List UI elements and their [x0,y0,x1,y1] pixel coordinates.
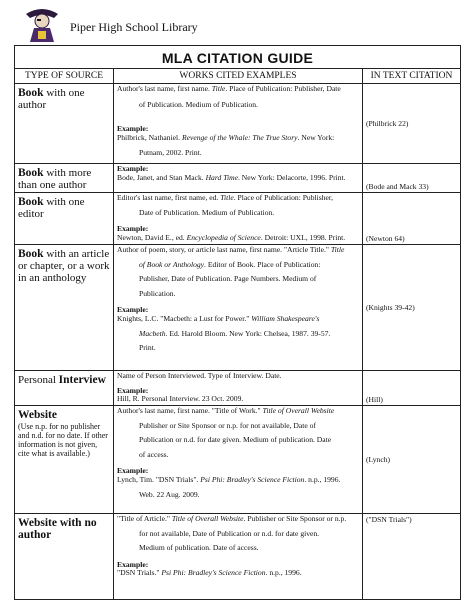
source-type-cell [15,84,114,164]
format-text: Author's last name, first name. [117,84,212,93]
example-title: Revenge of the Whale: The True Story [181,132,298,142]
format-text: Author of poem, story, or article last name, first name. "Article Title." [117,245,331,254]
source-type-cell [15,514,114,600]
format-text: of Publication. Medium of Publication. [139,99,258,109]
column-header: WORKS CITED EXAMPLES [114,69,363,84]
works-cited-cell [114,514,363,600]
format-text: . Editor of Book. Place of Publication: [204,259,321,269]
table-row [15,406,461,514]
format-text: Publication or n.d. for date given. Medium of publication. Date [139,435,332,445]
example-title: Psi Phi: Bradley's Science Fiction [200,474,305,484]
format-text: for not available, Date of Publication or n.d. for date given. [139,528,320,538]
source-type-cell [15,371,114,406]
source-type-bold: Book [18,87,44,99]
source-type-cell [15,164,114,193]
table-row [15,514,461,600]
source-type-bold: Book [18,196,44,208]
in-text-cell: ("DSN Trials") [363,514,461,600]
in-text-cell: (Philbrick 22) [363,84,461,164]
example-text: Putnam, 2002. Print. [139,148,202,158]
format-text: Publisher or Site Sponsor or n.p. for not available, Date of [139,420,316,430]
example-label: Example: [117,164,149,173]
in-text-cell: (Lynch) [363,406,461,514]
example-text: . Ed. Harold Bloom. New York: Chelsea, 1987. 39-57. [165,328,331,338]
example-label: Example: [117,305,149,315]
format-text: Author's last name, first name. "Title of Work." [117,406,263,415]
format-text: Name of Person Interviewed. Type of Interview. Date. [117,371,282,380]
works-cited-cell [114,193,363,245]
example-title: Encyclopedia of Science [186,232,261,242]
source-type-bold: Website [18,409,57,421]
source-type-note: (Use n.p. for no publisher and n.d. for no date. If other information is not given, cite what is available.) [18,422,108,458]
example-text: . n.p., 1996. [304,474,341,484]
format-text: . Place of Publication: Publisher, [233,193,333,202]
school-name: Piper High School Library [70,20,198,34]
table-row [15,245,461,371]
source-type-rest: with an article or chapter, or a work in an anthology [18,248,110,284]
source-type-cell [15,193,114,245]
table-row [15,164,461,193]
source-type-cell [15,245,114,371]
example-title: Macbeth [139,328,166,338]
example-label: Example: [117,124,149,134]
format-title: Title [211,84,226,93]
example-title: Psi Phi: Bradley's Science Fiction [161,568,266,578]
works-cited-cell [114,84,363,164]
source-type-bold: Book [18,167,44,179]
citation-table-websites [14,405,461,600]
source-type-rest: with more than one author [18,167,92,191]
example-text: Hill, R. Personal Interview. 23 Oct. 2009. [117,394,244,404]
format-text: Date of Publication. Medium of Publication. [139,207,275,217]
example-title: William Shakespeare's [251,313,320,323]
works-cited-cell [114,245,363,371]
source-type-bold: Website with no author [18,517,97,541]
source-type-rest: Personal [18,374,59,386]
example-label: Example: [117,466,149,476]
works-cited-cell [114,406,363,514]
school-logo-icon [24,4,60,44]
table-row [15,371,461,406]
works-cited-cell [114,371,363,406]
example-label: Example: [117,559,149,569]
format-text: . Publisher or Site Sponsor or n.p. [243,514,347,523]
format-text: Publisher, Date of Publication. Page Numbers. Medium of [139,274,317,284]
in-text-cell: (Bode and Mack 33) [363,164,461,193]
example-text: Bode, Janet, and Stan Mack. [117,172,206,182]
example-label: Example: [117,224,149,234]
in-text-cell: (Newton 64) [363,193,461,245]
format-title: Title [330,245,345,254]
table-row [15,193,461,245]
format-text: "Title of Article." [117,514,172,523]
column-header: IN TEXT CITATION [363,69,461,84]
example-text: . New York: [297,132,335,142]
format-title: Title of Overall Website [171,514,244,523]
format-text: of access. [139,449,169,459]
example-text: Web. 22 Aug. 2009. [139,489,200,499]
format-text: Publication. [139,288,176,298]
format-title: Title of Overall Website [262,406,335,415]
example-text: . New York: Delacorte, 1996. Print. [238,172,346,182]
column-header: TYPE OF SOURCE [15,69,114,84]
example-text: . n.p., 1996. [265,568,302,578]
source-type-rest: with one editor [18,196,85,220]
works-cited-cell [114,164,363,193]
source-type-bold: Book [18,248,44,260]
example-text: "DSN Trials." [117,568,162,578]
format-title: of Book or Anthology [139,259,205,269]
example-text: Newton, David E., ed. [117,232,187,242]
format-text: . Place of Publication: Publisher, Date [225,84,341,93]
example-label: Example: [117,385,149,395]
example-text: Lynch, Tim. "DSN Trials". [117,474,201,484]
format-text: Medium of publication. Date of access. [139,543,259,553]
guide-title: MLA CITATION GUIDE [15,46,461,69]
example-title: Hard Time [205,172,238,182]
source-type-cell [15,406,114,514]
citation-table-books [14,45,461,406]
column-header-row [15,69,461,84]
source-type-rest: with one author [18,87,85,111]
format-title: Title [220,193,234,202]
in-text-cell: (Hill) [363,371,461,406]
format-text: Editor's last name, first name, ed. [117,193,221,202]
source-type-bold: Interview [58,374,106,386]
example-text: Knights, L.C. "Macbeth: a Lust for Power." [117,313,252,323]
in-text-cell: (Knights 39-42) [363,245,461,371]
example-text: Print. [139,343,156,353]
table-row [15,84,461,164]
example-text: . Detroit: UXL, 1998. Print. [260,232,346,242]
example-text: Philbrick, Nathaniel. [117,132,182,142]
